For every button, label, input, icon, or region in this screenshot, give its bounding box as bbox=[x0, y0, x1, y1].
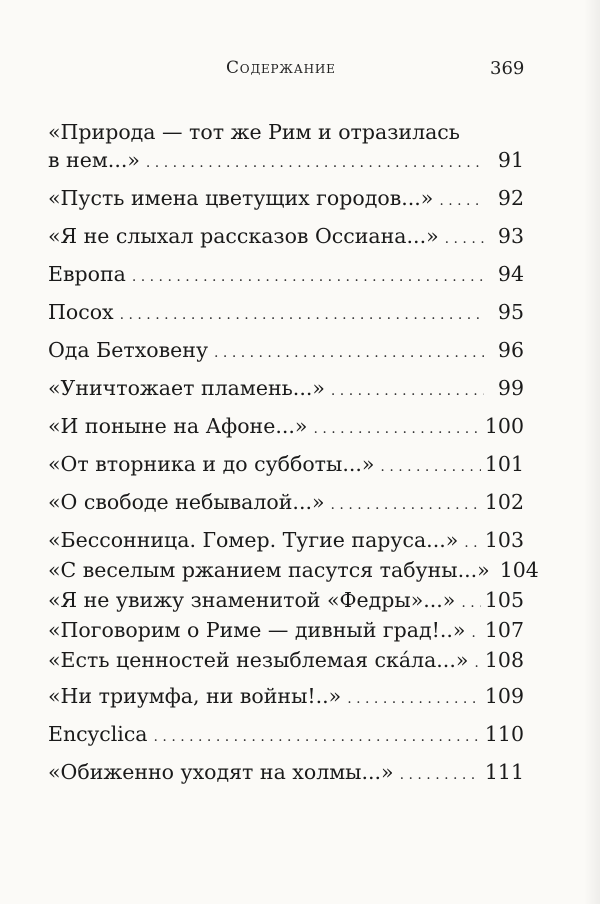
toc-entry-title: «И поныне на Афоне...» bbox=[48, 414, 308, 438]
dot-leader bbox=[146, 146, 484, 177]
toc-entry-title: «Уничтожает пламень...» bbox=[48, 376, 325, 400]
toc-entry-page: 92 bbox=[497, 186, 524, 210]
toc-entry bbox=[48, 450, 524, 478]
toc-entry bbox=[48, 260, 524, 288]
toc-entry-title: «Бессонница. Гомер. Тугие паруса...» bbox=[48, 528, 459, 552]
toc-entry bbox=[48, 646, 524, 674]
toc-entry-title: «Есть ценностей незыблемая ска́ла...» bbox=[48, 648, 469, 672]
toc-entry bbox=[48, 586, 524, 614]
dot-leader bbox=[474, 646, 480, 677]
toc-entry-title: «От вторника и до субботы...» bbox=[48, 452, 375, 476]
toc-entry-page: 95 bbox=[497, 300, 524, 324]
toc-entry-page: 105 bbox=[484, 588, 524, 612]
toc-entry-title: «Ни триумфа, ни войны!..» bbox=[48, 684, 342, 708]
toc-entry-title-line-2: в нем...» bbox=[48, 148, 140, 172]
toc-entry-page: 94 bbox=[497, 262, 524, 286]
toc-entry-page: 93 bbox=[497, 224, 524, 248]
toc-entry bbox=[48, 556, 539, 584]
toc-entry bbox=[48, 118, 524, 174]
toc-entry-page: 91 bbox=[497, 148, 524, 172]
dot-leader bbox=[120, 298, 484, 329]
toc-entry bbox=[48, 336, 524, 364]
dot-leader bbox=[471, 616, 480, 647]
dot-leader bbox=[445, 222, 484, 253]
toc-entry bbox=[48, 412, 524, 440]
dot-leader bbox=[461, 586, 481, 617]
dot-leader bbox=[380, 450, 480, 481]
table-of-contents bbox=[48, 118, 539, 784]
toc-entry-title: «Я не слыхал рассказов Оссиана...» bbox=[48, 224, 439, 248]
dot-leader bbox=[331, 488, 481, 519]
toc-entry-page: 103 bbox=[484, 528, 524, 552]
dot-leader bbox=[214, 336, 484, 367]
toc-entry-page: 111 bbox=[484, 760, 524, 784]
toc-entry-title: «Обиженно уходят на холмы...» bbox=[48, 760, 394, 784]
toc-entry-page: 101 bbox=[484, 452, 524, 476]
toc-entry-page: 100 bbox=[484, 414, 524, 438]
dot-leader bbox=[313, 412, 480, 443]
toc-entry-page: 104 bbox=[499, 558, 539, 582]
toc-entry-title: Посох bbox=[48, 300, 114, 324]
toc-entry bbox=[48, 184, 524, 212]
dot-leader bbox=[464, 526, 481, 557]
toc-entry-title: Ода Бетховену bbox=[48, 338, 209, 362]
toc-entry-page: 96 bbox=[497, 338, 524, 362]
toc-entry bbox=[48, 616, 524, 644]
toc-entry-page: 99 bbox=[497, 376, 524, 400]
toc-entry bbox=[48, 526, 524, 554]
dot-leader bbox=[154, 720, 481, 751]
toc-entry-page: 108 bbox=[484, 648, 524, 672]
toc-entry bbox=[48, 222, 524, 250]
toc-entry bbox=[48, 374, 524, 402]
dot-leader bbox=[331, 374, 484, 405]
toc-entry-title: «Поговорим о Риме — дивный град!..» bbox=[48, 618, 466, 642]
page-number: 369 bbox=[490, 58, 525, 79]
toc-entry bbox=[48, 758, 524, 786]
dot-leader bbox=[439, 184, 484, 215]
dot-leader bbox=[400, 758, 481, 789]
toc-entry bbox=[48, 720, 524, 748]
toc-entry bbox=[48, 682, 524, 710]
toc-entry-title: «С веселым ржанием пасутся табуны...» bbox=[48, 558, 490, 582]
toc-entry-title: «Пусть имена цветущих городов...» bbox=[48, 186, 434, 210]
dot-leader bbox=[347, 682, 481, 713]
toc-entry-title: Encyclica bbox=[48, 722, 148, 746]
toc-entry bbox=[48, 488, 524, 516]
running-head bbox=[0, 58, 600, 82]
toc-entry-title: «Я не увижу знаменитой «Федры»...» bbox=[48, 588, 456, 612]
toc-entry bbox=[48, 298, 524, 326]
toc-entry-title: «О свободе небывалой...» bbox=[48, 490, 325, 514]
toc-entry-page: 109 bbox=[484, 684, 524, 708]
page-edge-shadow bbox=[584, 0, 600, 904]
toc-entry-page: 107 bbox=[484, 618, 524, 642]
toc-entry-page: 102 bbox=[484, 490, 524, 514]
toc-entry-page: 110 bbox=[484, 722, 524, 746]
toc-entry-title: Европа bbox=[48, 262, 126, 286]
running-head-title: Содержание bbox=[226, 58, 336, 78]
toc-entry-title-line-1: «Природа — тот же Рим и отразилась bbox=[48, 120, 460, 144]
dot-leader bbox=[132, 260, 484, 291]
